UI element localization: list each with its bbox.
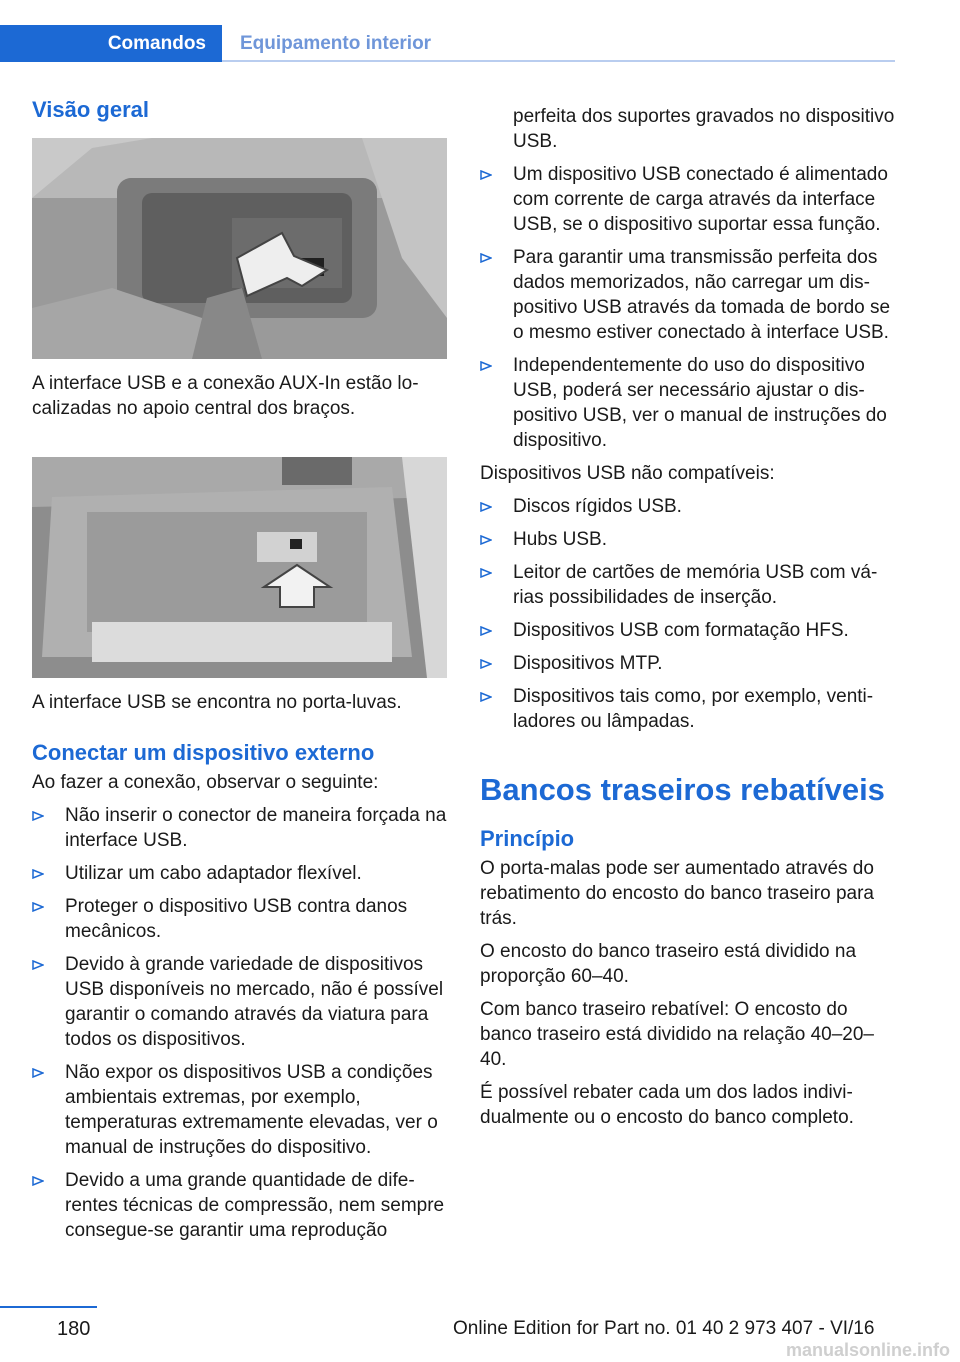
list-item: [480, 245, 895, 345]
list-item: [480, 494, 895, 519]
continuation-text: perfeita dos suportes gravados no dispositivo USB.: [513, 106, 895, 152]
list-item: [32, 803, 447, 853]
list-item-text: Devido à grande variedade de dispositivos USB disponíveis no mercado, não é possível garantir o comando através da viatura para todos os dispositivos.: [65, 954, 444, 1050]
triangle-right-icon: [480, 361, 492, 371]
connect-bullet-list: [32, 803, 447, 1243]
armrest-usb-image: [32, 138, 447, 359]
triangle-right-icon: [32, 1176, 44, 1186]
paragraph: O encosto do banco traseiro está dividido na proporção 60–40.: [480, 941, 857, 987]
list-item: [480, 618, 895, 643]
triangle-right-icon: [480, 659, 492, 669]
list-item-text: Proteger o dispositivo USB contra danos mecânicos.: [65, 896, 408, 942]
paragraph: O porta-malas pode ser aumentado através do rebatimento do encosto do banco traseiro para trás.: [480, 858, 874, 929]
incompatible-list: [480, 494, 895, 734]
triangle-right-icon: [32, 960, 44, 970]
triangle-right-icon: [480, 535, 492, 545]
paragraph: Com banco traseiro rebatível: O encosto do banco traseiro está dividido na relação 40–20–40.: [480, 999, 874, 1070]
list-item-text: Dispositivos USB com formatação HFS.: [513, 620, 849, 641]
triangle-right-icon: [480, 502, 492, 512]
list-item-text: Independentemente do uso do dispositivo USB, poderá ser necessário ajustar o dispositivo USB, ver o manual de instruções do dispositivo.: [513, 355, 887, 451]
triangle-right-icon: [480, 692, 492, 702]
list-item-text: Leitor de cartões de memória USB com várias possibilidades de inserção.: [513, 562, 878, 608]
list-item: [32, 894, 447, 944]
caption-glovebox: A interface USB se encontra no porta-luvas.: [32, 692, 402, 713]
section-title-connect: Conectar um dispositivo externo: [32, 740, 375, 765]
watermark: manualsonline.info: [785, 1340, 950, 1360]
list-item: [32, 1168, 447, 1243]
triangle-right-icon: [32, 869, 44, 879]
triangle-right-icon: [32, 811, 44, 821]
list-item: [480, 651, 895, 676]
triangle-right-icon: [480, 253, 492, 263]
list-item-text: Hubs USB.: [513, 529, 607, 550]
list-item-text: Um dispositivo USB conectado é alimentado com corrente de carga através da interface USB, se o dispositivo suportar essa função.: [513, 164, 888, 235]
triangle-right-icon: [32, 1068, 44, 1078]
page-header: [0, 0, 960, 64]
list-item-text: Devido a uma grande quantidade de diferentes técnicas de compressão, nem sempre consegue-se garantir uma reprodução: [65, 1170, 445, 1241]
section-title-overview: Visão geral: [32, 97, 149, 122]
tab-equipamento-interior[interactable]: Equipamento interior: [240, 33, 432, 54]
list-item-text: Dispositivos tais como, por exemplo, ventiladores ou lâmpadas.: [513, 686, 874, 732]
list-item-text: Não inserir o conector de maneira forçada na interface USB.: [65, 805, 447, 851]
left-column: [32, 95, 447, 1243]
list-item-text: Não expor os dispositivos USB a condições ambientais extremas, por exemplo, temperaturas extremamente elevadas, ver o manual de instruções do dispositivo.: [65, 1062, 438, 1158]
usb-notes-list: [480, 162, 895, 453]
list-item-text: Para garantir uma transmissão perfeita dos dados memorizados, não carregar um dispositivo USB através da tomada de bordo se o mesmo estiver conectado à interface USB.: [513, 247, 891, 343]
page-number: 180: [57, 1318, 91, 1340]
triangle-right-icon: [32, 902, 44, 912]
list-item: [480, 162, 895, 237]
list-item: [480, 560, 895, 610]
footer-divider: [0, 1306, 97, 1308]
list-item: [32, 1060, 447, 1160]
list-item: [480, 527, 895, 552]
triangle-right-icon: [480, 626, 492, 636]
list-item: [480, 684, 895, 734]
tab-comandos[interactable]: Comandos: [0, 25, 222, 62]
glovebox-usb-image: [32, 457, 447, 678]
list-item: [480, 353, 895, 453]
list-item: [32, 952, 447, 1052]
right-column: [480, 104, 895, 1130]
subsection-title-principle: Princípio: [480, 826, 575, 851]
incompatible-intro: Dispositivos USB não compatíveis:: [480, 463, 775, 484]
paragraph: É possível rebater cada um dos lados individualmente ou o encosto do banco completo.: [480, 1082, 854, 1128]
list-item-text: Discos rígidos USB.: [513, 496, 682, 517]
edition-note: Online Edition for Part no. 01 40 2 973 407 - VI/16: [453, 1318, 875, 1339]
triangle-right-icon: [480, 170, 492, 180]
list-item: [32, 861, 447, 886]
triangle-right-icon: [480, 568, 492, 578]
header-divider: [222, 60, 895, 62]
caption-armrest: A interface USB e a conexão AUX-In estão localizadas no apoio central dos braços.: [32, 373, 419, 419]
section-title-seats: Bancos traseiros rebatíveis: [480, 772, 885, 807]
connect-intro: Ao fazer a conexão, observar o seguinte:: [32, 772, 379, 793]
list-item-text: Dispositivos MTP.: [513, 653, 663, 674]
list-item-text: Utilizar um cabo adaptador flexível.: [65, 863, 362, 884]
